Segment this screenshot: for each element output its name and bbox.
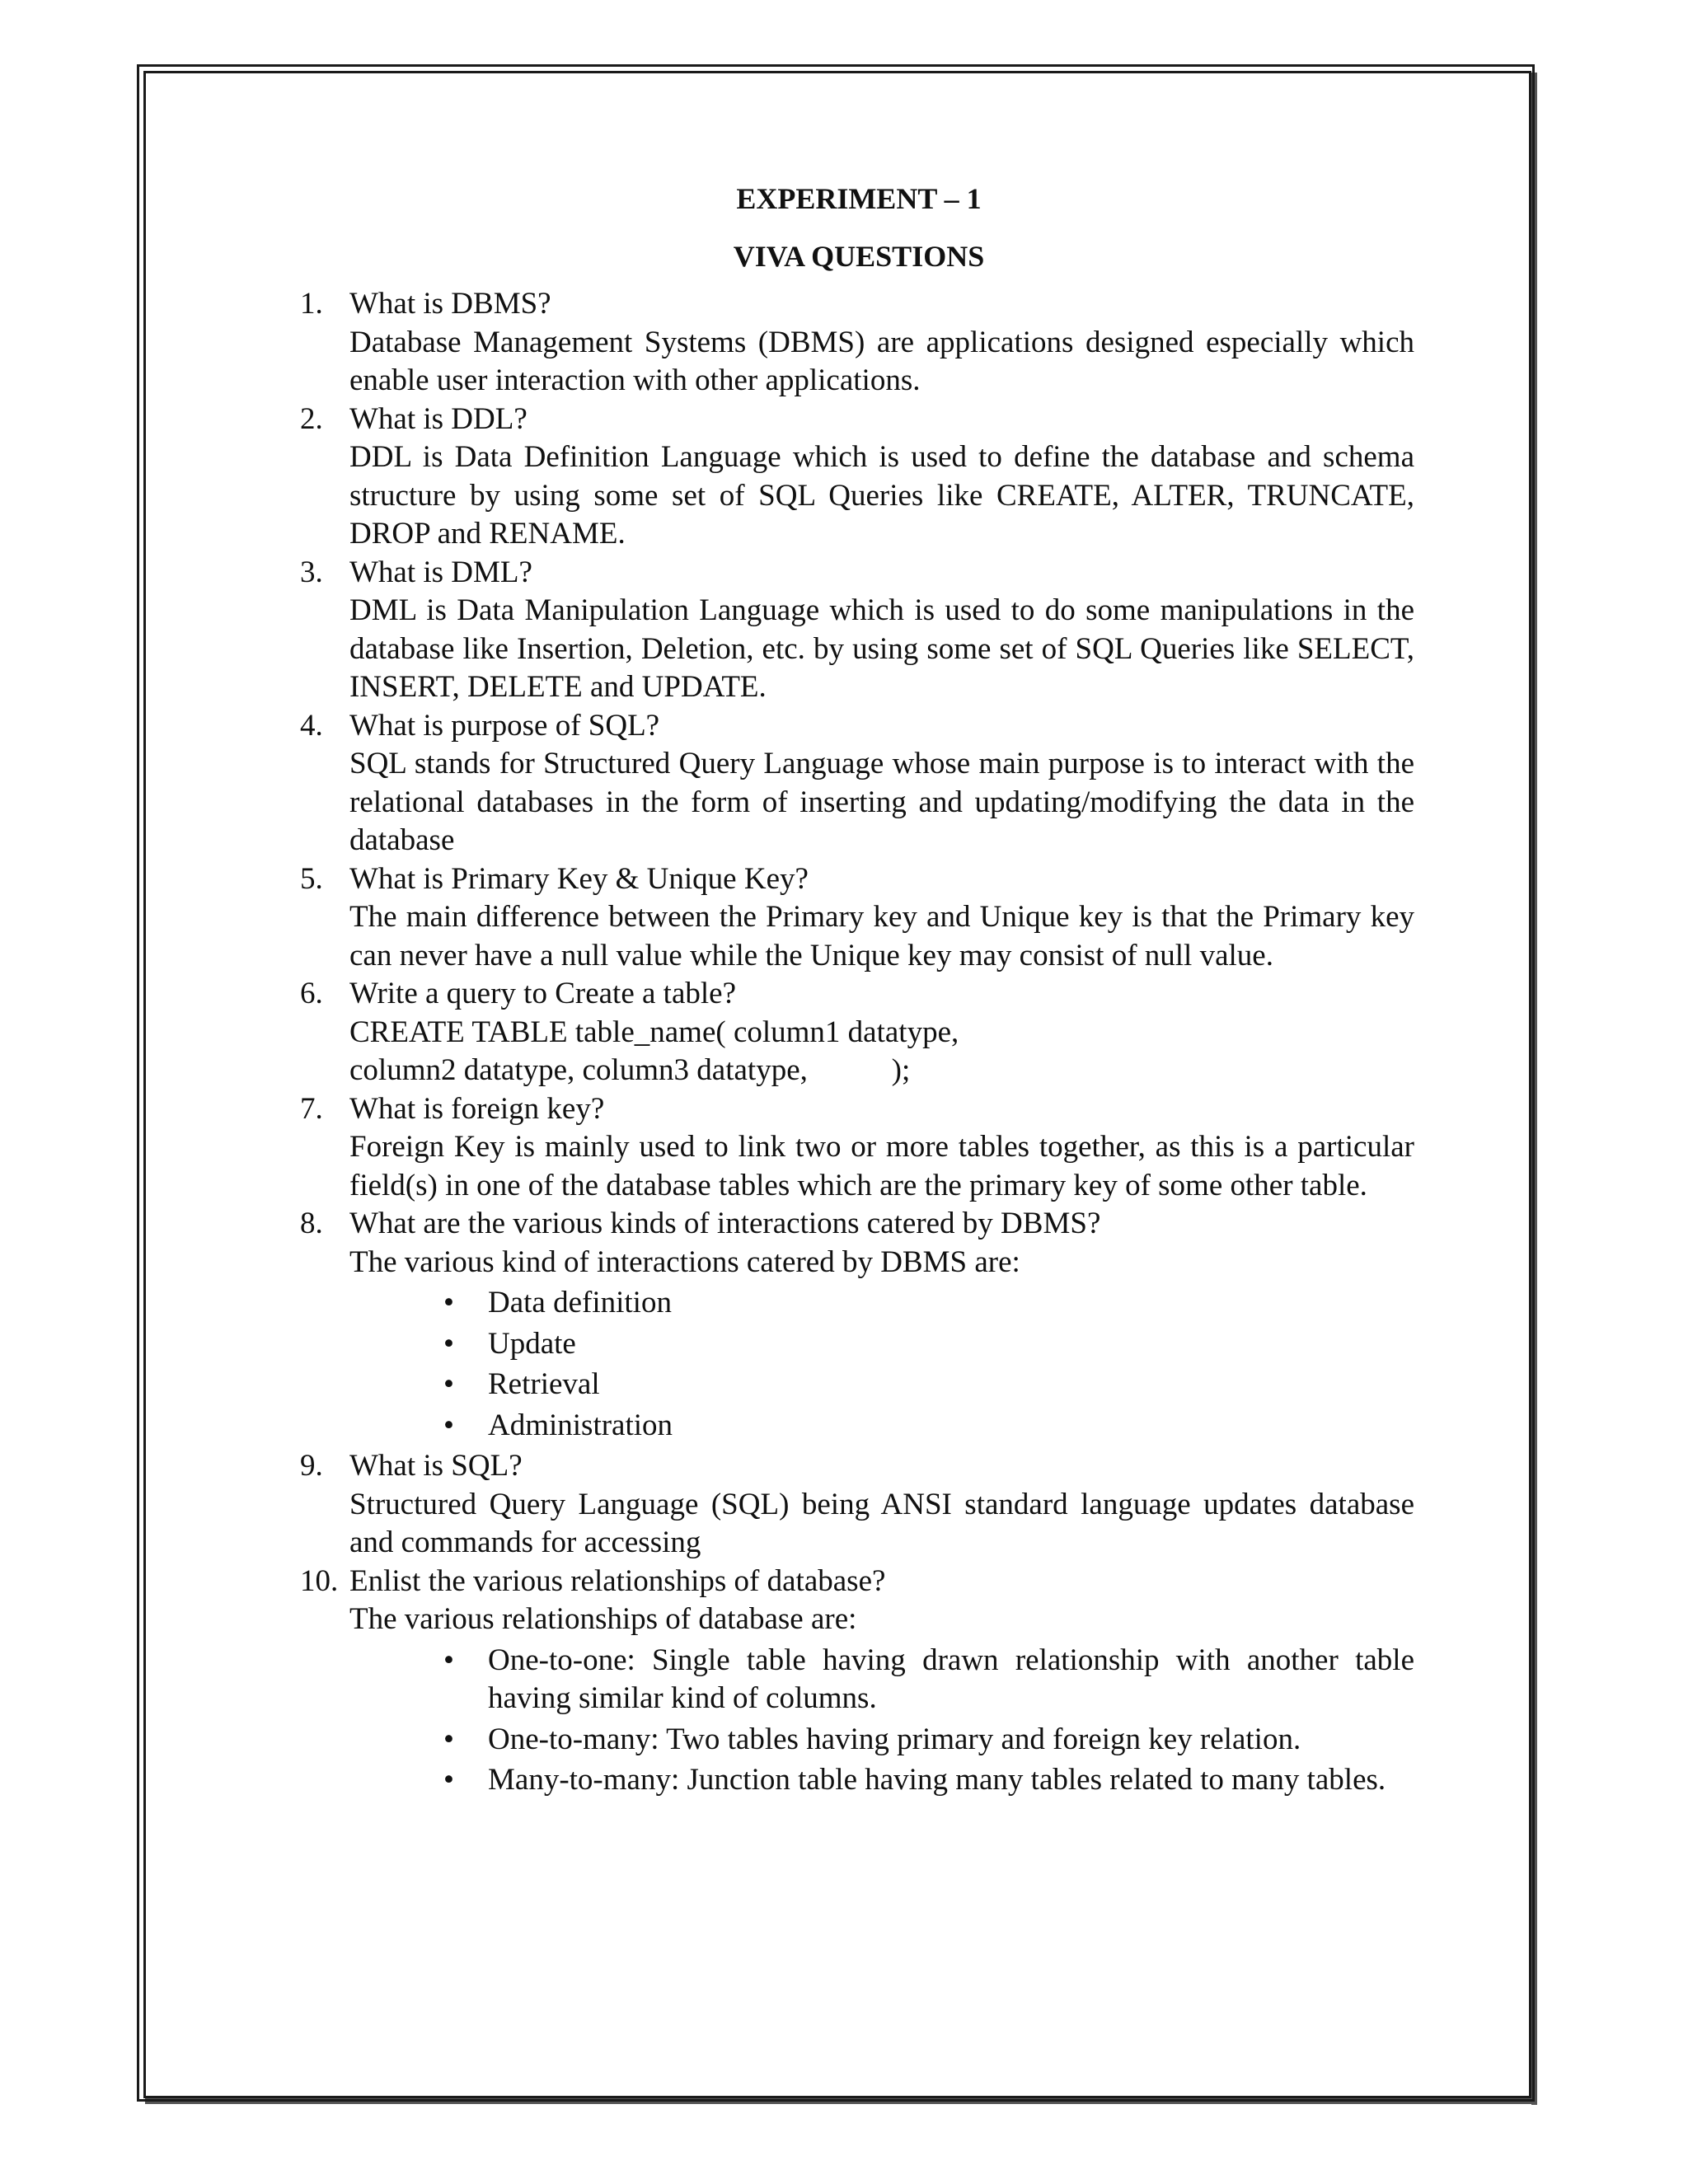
question-number: 6. [300, 977, 323, 1010]
question-item-7 [300, 1090, 1414, 1206]
bullet-item [443, 1642, 1414, 1718]
answer-text: SQL stands for Structured Query Language whose main purpose is to interact with the relational databases in the form of inserting and updating/modifying the data in the database [349, 747, 1414, 857]
bullet-text: One-to-one: Single table having drawn relationship with another table having similar kind of columns. [488, 1643, 1414, 1715]
bullet-item [443, 1761, 1414, 1800]
question-text: What is DDL? [349, 401, 528, 436]
bullet-item [443, 1284, 1414, 1323]
question-number: 3. [300, 555, 323, 589]
bullet-list [349, 1642, 1414, 1800]
bullet-text: Update [488, 1326, 576, 1361]
answer-text: The various relationships of database are: [349, 1602, 857, 1636]
sql-code-line-2: column2 datatype, column3 datatype, ); [349, 1053, 911, 1087]
answer-text: Structured Query Language (SQL) being ANSI standard language updates database and commands for accessing [349, 1487, 1414, 1559]
bullet-item [443, 1325, 1414, 1364]
bullet-icon: • [443, 1326, 454, 1361]
document-body [300, 180, 1414, 1802]
answer-text: The main difference between the Primary key and Unique key is that the Primary key can never have a null value while the Unique key may consist of null value. [349, 900, 1414, 972]
question-item-10 [300, 1563, 1414, 1800]
question-text: What are the various kinds of interactions catered by DBMS? [349, 1207, 1101, 1240]
question-item-9 [300, 1447, 1414, 1563]
question-text: Write a query to Create a table? [349, 977, 736, 1010]
bullet-icon: • [443, 1286, 454, 1319]
question-item-6 [300, 975, 1414, 1090]
question-text: Enlist the various relationships of database? [349, 1563, 886, 1598]
bullet-icon: • [443, 1367, 454, 1401]
page-subtitle: VIVA QUESTIONS [733, 240, 985, 273]
answer-text: The various kind of interactions catered by DBMS are: [349, 1244, 1020, 1279]
question-item-8 [300, 1205, 1414, 1445]
sql-code-line-1: CREATE TABLE table_name( column1 datatype, [349, 1015, 959, 1049]
question-item-4 [300, 707, 1414, 860]
bullet-text: Retrieval [488, 1367, 600, 1401]
bullet-text: Data definition [488, 1286, 672, 1319]
bullet-text: Administration [488, 1408, 673, 1442]
bullet-list [349, 1284, 1414, 1445]
question-number: 9. [300, 1449, 323, 1483]
question-item-5 [300, 860, 1414, 976]
question-number: 10. [300, 1563, 339, 1598]
answer-text: DML is Data Manipulation Language which is used to do some manipulations in the database like Insertion, Deletion, etc. by using some set of SQL Queries like SELECT, INSERT, DELETE and UPDATE. [349, 593, 1414, 704]
answer-text: Foreign Key is mainly used to link two or more tables together, as this is a particular field(s) in one of the database tables which are the primary key of some other table. [349, 1130, 1414, 1202]
question-number: 7. [300, 1091, 323, 1126]
question-number: 5. [300, 861, 323, 896]
bullet-icon: • [443, 1722, 454, 1756]
bullet-icon: • [443, 1763, 454, 1797]
question-item-1 [300, 285, 1414, 401]
question-text: What is DBMS? [349, 287, 551, 321]
question-number: 4. [300, 708, 323, 743]
question-text: What is Primary Key & Unique Key? [349, 861, 809, 896]
bullet-item [443, 1366, 1414, 1404]
question-text: What is foreign key? [349, 1091, 605, 1126]
question-number: 1. [300, 287, 323, 321]
bullet-icon: • [443, 1408, 454, 1442]
question-item-2 [300, 401, 1414, 554]
question-text: What is purpose of SQL? [349, 708, 660, 743]
question-text: What is DML? [349, 555, 532, 589]
answer-text: Database Management Systems (DBMS) are applications designed especially which enable user interaction with other applications. [349, 325, 1414, 397]
bullet-text: One-to-many: Two tables having primary and foreign key relation. [488, 1722, 1301, 1756]
bullet-item [443, 1407, 1414, 1446]
bullet-text: Many-to-many: Junction table having many tables related to many tables. [488, 1763, 1386, 1797]
bullet-item [443, 1721, 1414, 1760]
question-text: What is SQL? [349, 1449, 523, 1483]
question-item-3 [300, 554, 1414, 707]
question-number: 8. [300, 1207, 323, 1240]
bullet-icon: • [443, 1643, 454, 1677]
question-number: 2. [300, 401, 323, 436]
page-title: EXPERIMENT – 1 [736, 182, 982, 215]
answer-text: DDL is Data Definition Language which is used to define the database and schema structure by using some set of SQL Queries like CREATE, ALTER, TRUNCATE, DROP and RENAME. [349, 440, 1414, 551]
